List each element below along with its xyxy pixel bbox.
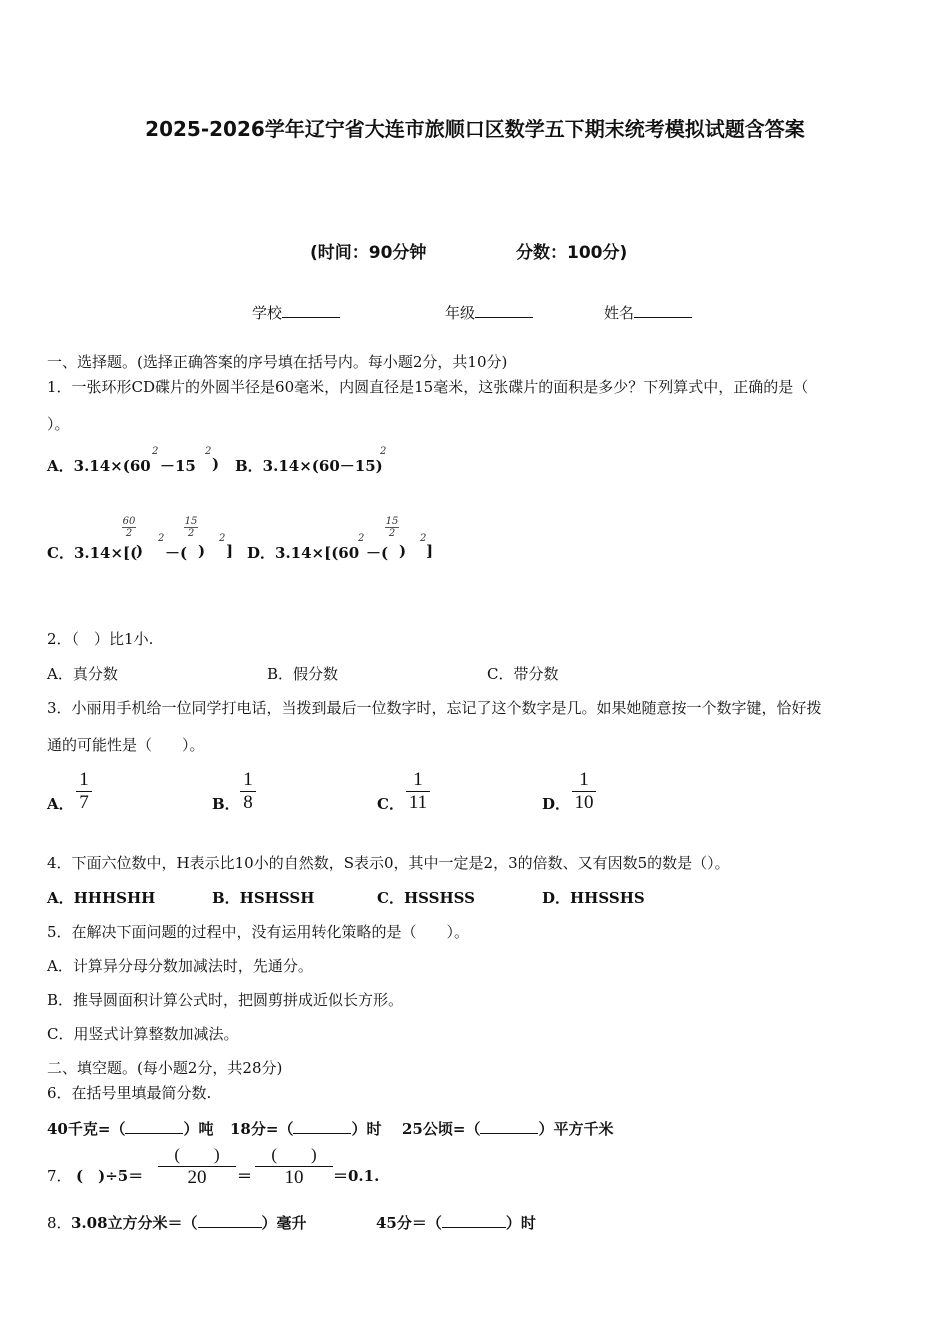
q1-option-a-close: ) [212, 455, 220, 473]
q4-option-b: B．HSHSSH [212, 889, 315, 907]
name-field[interactable]: 姓名 [604, 302, 692, 323]
q1-option-c-minus: －( [165, 544, 188, 562]
exam-score: 分数：100分) [516, 243, 628, 263]
q1-option-c: C．3.14×[( [47, 544, 138, 562]
q5-option-c: C．用竖式计算整数加减法。 [47, 1025, 239, 1043]
q1-option-b: B．3.14×(60－15) [235, 457, 383, 475]
q1-stem-line1: 1．一张环形CD碟片的外圆半径是60毫米，内圆直径是15毫米，这张碟片的面积是多少？下列算式中，正确的是（ [47, 378, 809, 396]
q7-fraction-2[interactable]: ( ) 10 [255, 1145, 333, 1188]
q1-option-c-close2: ) [198, 542, 206, 560]
q3-option-c-fraction: 1 11 [406, 770, 430, 813]
q1-option-c-bracket: ] [226, 542, 234, 560]
q8-blank-2[interactable]: 45分＝（ ）时 [376, 1214, 536, 1232]
q1-option-a-minus: －15 [160, 457, 196, 475]
q7-number: 7． [47, 1167, 72, 1185]
q7-fraction-1[interactable]: ( ) 20 [158, 1145, 236, 1188]
q1-stem-line2: ）。 [47, 415, 70, 433]
section1-heading: 一、选择题。(选择正确答案的序号填在括号内。每小题2分，共10分) [47, 353, 508, 371]
q1-a-exp1: 2 [152, 446, 159, 457]
q3-option-a-fraction: 1 7 [76, 770, 92, 813]
grade-field[interactable]: 年级 [445, 302, 533, 323]
q1-c-frac1: 60 2 [122, 516, 136, 539]
q3-option-d-label: D． [542, 795, 571, 813]
q3-option-b-fraction: 1 8 [240, 770, 256, 813]
q7-equals: ＝ [237, 1167, 253, 1185]
q1-c-frac2: 15 2 [184, 516, 198, 539]
q1-option-d-close: ) [399, 542, 407, 560]
q5-option-a: A．计算异分母分数加减法时，先通分。 [47, 957, 313, 975]
q1-a-exp2: 2 [205, 446, 212, 457]
q1-option-d-minus: －( [366, 544, 389, 562]
q1-d-exp2: 2 [420, 533, 427, 544]
q4-option-d: D．HHSSHS [542, 889, 645, 907]
q1-b-exp: 2 [380, 446, 387, 457]
q3-stem-line2: 通的可能性是（ ）。 [47, 736, 205, 754]
q8-number: 8． [47, 1214, 72, 1232]
q2-option-c: C．带分数 [487, 665, 559, 683]
q4-option-a: A．HHHSHH [47, 889, 156, 907]
q1-c-exp1: 2 [158, 533, 165, 544]
q1-d-exp1: 2 [358, 533, 365, 544]
q1-d-frac: 15 2 [385, 516, 399, 539]
q4-stem: 4．下面六位数中，H表示比10小的自然数，S表示0，其中一定是2，3的倍数、又有因数5的数是（）。 [47, 854, 730, 872]
q8-blank-1[interactable]: 3.08立方分米＝（ ）毫升 [71, 1214, 307, 1232]
school-field[interactable]: 学校 [252, 302, 340, 323]
q3-option-b-label: B． [212, 795, 240, 813]
page-title: 2025-2026学年辽宁省大连市旅顺口区数学五下期末统考模拟试题含答案 [145, 117, 805, 141]
q5-option-b: B．推导圆面积计算公式时，把圆剪拼成近似长方形。 [47, 991, 404, 1009]
q1-option-d-bracket: ] [426, 542, 434, 560]
q6-blank-1[interactable]: 40千克=（ ）吨 [47, 1120, 214, 1138]
q3-option-c-label: C． [377, 795, 404, 813]
q6-stem: 6．在括号里填最简分数. [47, 1084, 212, 1102]
q3-stem-line1: 3．小丽用手机给一位同学打电话，当拨到最后一位数字时，忘记了这个数字是几。如果她随意按一个数字键，恰好拨 [47, 699, 822, 717]
q6-blank-2[interactable]: 18分=（ ）时 [230, 1120, 382, 1138]
section2-heading: 二、填空题。(每小题2分，共28分) [47, 1059, 283, 1077]
q2-stem: 2．（ ）比1小. [47, 630, 154, 648]
q1-option-d: D．3.14×[(60 [247, 544, 360, 562]
q7-lead: ( )÷5＝ [76, 1167, 144, 1185]
q1-option-a: A．3.14×(60 [47, 457, 151, 475]
exam-time: (时间：90分钟 [310, 243, 427, 263]
q3-option-d-fraction: 1 10 [572, 770, 596, 813]
q4-option-c: C．HSSHSS [377, 889, 475, 907]
q1-option-c-close1: ) [136, 542, 144, 560]
q3-option-a-label: A． [47, 795, 74, 813]
q5-stem: 5．在解决下面问题的过程中，没有运用转化策略的是（ ）。 [47, 923, 470, 941]
q1-c-exp2: 2 [219, 533, 226, 544]
q2-option-a: A．真分数 [47, 665, 118, 683]
q7-tail: ＝0.1. [333, 1167, 380, 1185]
q2-option-b: B．假分数 [267, 665, 339, 683]
q6-blank-3[interactable]: 25公顷=（ ）平方千米 [402, 1120, 614, 1138]
